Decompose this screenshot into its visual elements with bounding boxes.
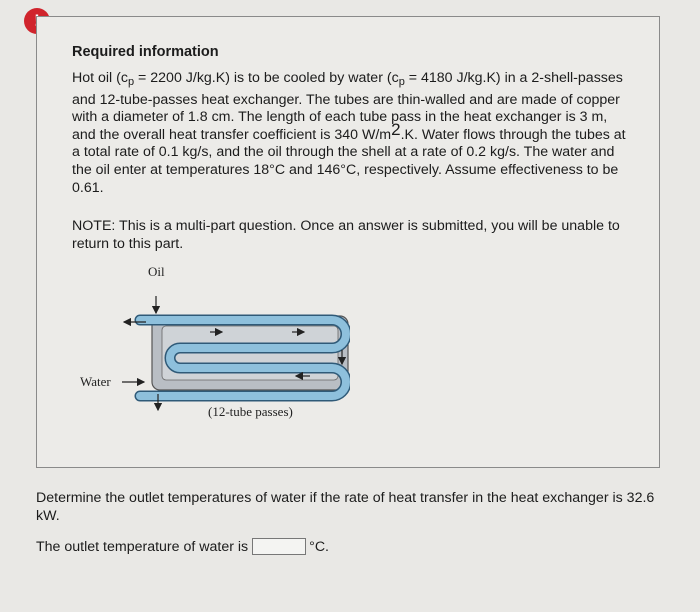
answer-unit: °C. (309, 538, 330, 555)
heat-exchanger-diagram (70, 258, 350, 433)
answer-prompt: The outlet temperature of water is (36, 538, 249, 555)
water-label: Water (80, 374, 111, 389)
outlet-temperature-input[interactable] (252, 538, 306, 555)
section-heading: Required information (72, 44, 219, 60)
oil-label: Oil (148, 264, 165, 279)
question-text: Determine the outlet temperatures of water if the rate of heat transfer in the heat exchanger is 32.6 kW. (36, 490, 655, 524)
tube-passes-label: (12-tube passes) (208, 404, 293, 419)
problem-statement: Hot oil ($c_p = 2200$ J/kg.K) is to be cooled by water ($c_p = 4180$ J/kg.K) in a 2-shell-passes and 12-tube-passes heat exchanger. The tubes are thin-walled and are made of copper with a diameter of 1.8 cm. The length of each tube pass in the heat exchanger is 3 m, and the overall heat transfer coefficient is 340 $W/m^2.K$. Water flows through the tubes at a total rate of 0.1 kg/s, and the oil through the shell at a rate of 0.2 kg/s. The water and the oil enter at temperatures 18°C and 146°C, respectively. Assume effectiveness to be 0.61. (72, 70, 626, 196)
answer-row (36, 538, 329, 555)
note-text: NOTE: This is a multi-part question. Once an answer is submitted, you will be unable to return to this part. (72, 218, 620, 252)
